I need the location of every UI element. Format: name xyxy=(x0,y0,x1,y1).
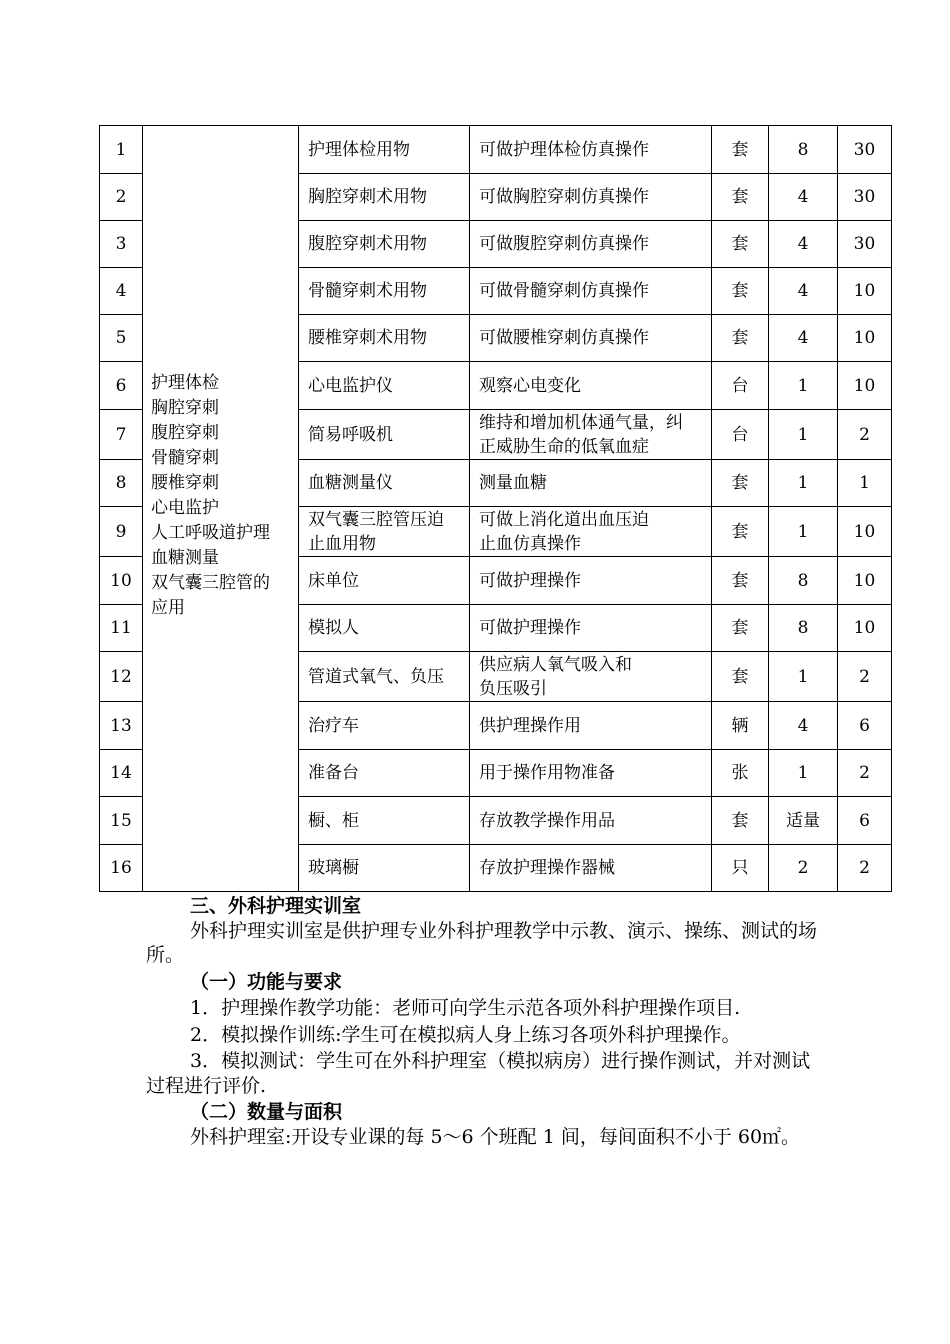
equipment-count: 30 xyxy=(838,221,892,268)
equipment-quantity: 4 xyxy=(769,268,838,315)
training-item: 心电监护 xyxy=(151,498,219,518)
equipment-count: 30 xyxy=(838,174,892,221)
equipment-name: 管道式氧气、负压 xyxy=(299,652,470,702)
equipment-count: 10 xyxy=(838,557,892,605)
equipment-use: 可做腰椎穿刺仿真操作 xyxy=(470,315,712,362)
equipment-quantity: 4 xyxy=(769,221,838,268)
equipment-name: 胸腔穿刺术用物 xyxy=(299,174,470,221)
equipment-count: 10 xyxy=(838,605,892,652)
subheading-function: （一）功能与要求 xyxy=(190,970,343,993)
table-row xyxy=(100,126,892,174)
equipment-use: 存放护理操作器械 xyxy=(470,845,712,892)
equipment-unit: 套 xyxy=(712,797,769,845)
row-number: 6 xyxy=(100,362,143,410)
equipment-count: 2 xyxy=(838,652,892,702)
section-text xyxy=(146,894,826,1151)
equipment-unit: 套 xyxy=(712,507,769,557)
equipment-name: 橱、柜 xyxy=(299,797,470,845)
equipment-use: 供应病人氧气吸入和 负压吸引 xyxy=(470,652,712,702)
equipment-table xyxy=(99,125,892,892)
equipment-count: 10 xyxy=(838,315,892,362)
training-item: 应用 xyxy=(151,598,185,618)
row-number: 9 xyxy=(100,507,143,557)
equipment-unit: 辆 xyxy=(712,702,769,750)
equipment-count: 6 xyxy=(838,702,892,750)
equipment-use: 测量血糖 xyxy=(470,460,712,507)
equipment-use: 可做护理体检仿真操作 xyxy=(470,126,712,174)
item-teaching: 1．护理操作教学功能：老师可向学生示范各项外科护理操作项目. xyxy=(190,997,741,1019)
subheading-quantity: （二）数量与面积 xyxy=(190,1101,343,1123)
equipment-count: 10 xyxy=(838,362,892,410)
equipment-quantity: 1 xyxy=(769,652,838,702)
equipment-unit: 套 xyxy=(712,315,769,362)
equipment-use: 维持和增加机体通气量，纠 正威胁生命的低氧血症 xyxy=(470,410,712,460)
equipment-name: 治疗车 xyxy=(299,702,470,750)
equipment-use: 可做护理操作 xyxy=(470,557,712,605)
row-number: 4 xyxy=(100,268,143,315)
row-number: 3 xyxy=(100,221,143,268)
equipment-name: 玻璃橱 xyxy=(299,845,470,892)
equipment-quantity: 4 xyxy=(769,315,838,362)
equipment-name: 双气囊三腔管压迫 止血用物 xyxy=(299,507,470,557)
intro-paragraph: 外科护理实训室是供护理专业外科护理教学中示教、演示、操练、测试的场所。 xyxy=(146,919,818,966)
training-item: 血糖测量 xyxy=(151,548,219,568)
training-item: 人工呼吸道护理 xyxy=(151,523,270,543)
row-number: 14 xyxy=(100,750,143,797)
training-items-cell xyxy=(143,126,299,892)
equipment-use: 观察心电变化 xyxy=(470,362,712,410)
equipment-count: 10 xyxy=(838,507,892,557)
equipment-unit: 张 xyxy=(712,750,769,797)
equipment-use: 用于操作用物准备 xyxy=(470,750,712,797)
equipment-unit: 套 xyxy=(712,126,769,174)
equipment-count: 2 xyxy=(838,845,892,892)
equipment-use: 可做护理操作 xyxy=(470,605,712,652)
equipment-count: 1 xyxy=(838,460,892,507)
row-number: 1 xyxy=(100,126,143,174)
row-number: 16 xyxy=(100,845,143,892)
equipment-quantity: 8 xyxy=(769,557,838,605)
equipment-count: 6 xyxy=(838,797,892,845)
training-item: 护理体检 xyxy=(151,373,219,393)
equipment-use: 可做骨髓穿刺仿真操作 xyxy=(470,268,712,315)
row-number: 15 xyxy=(100,797,143,845)
training-item: 胸腔穿刺 xyxy=(151,398,219,418)
equipment-quantity: 1 xyxy=(769,507,838,557)
equipment-quantity: 2 xyxy=(769,845,838,892)
area-paragraph: 外科护理室:开设专业课的每 5～6 个班配 1 间，每间面积不小于 60㎡。 xyxy=(190,1125,801,1148)
equipment-quantity: 8 xyxy=(769,126,838,174)
equipment-use: 供护理操作用 xyxy=(470,702,712,750)
equipment-quantity: 适量 xyxy=(769,797,838,845)
equipment-use: 可做腹腔穿刺仿真操作 xyxy=(470,221,712,268)
equipment-name: 床单位 xyxy=(299,557,470,605)
item-testing: 3．模拟测试：学生可在外科护理室（模拟病房）进行操作测试，并对测试过程进行评价. xyxy=(146,1050,811,1097)
equipment-table-body xyxy=(100,126,892,892)
equipment-name: 腰椎穿刺术用物 xyxy=(299,315,470,362)
row-number: 12 xyxy=(100,652,143,702)
equipment-quantity: 4 xyxy=(769,702,838,750)
row-number: 7 xyxy=(100,410,143,460)
equipment-quantity: 1 xyxy=(769,410,838,460)
equipment-name: 腹腔穿刺术用物 xyxy=(299,221,470,268)
equipment-use: 可做上消化道出血压迫 止血仿真操作 xyxy=(470,507,712,557)
equipment-name: 心电监护仪 xyxy=(299,362,470,410)
equipment-unit: 套 xyxy=(712,268,769,315)
item-training: 2．模拟操作训练:学生可在模拟病人身上练习各项外科护理操作。 xyxy=(190,1023,741,1046)
row-number: 10 xyxy=(100,557,143,605)
equipment-unit: 套 xyxy=(712,605,769,652)
equipment-quantity: 1 xyxy=(769,362,838,410)
equipment-use: 可做胸腔穿刺仿真操作 xyxy=(470,174,712,221)
equipment-count: 2 xyxy=(838,750,892,797)
equipment-unit: 套 xyxy=(712,460,769,507)
training-item: 双气囊三腔管的 xyxy=(151,573,270,593)
equipment-count: 10 xyxy=(838,268,892,315)
equipment-count: 2 xyxy=(838,410,892,460)
equipment-name: 准备台 xyxy=(299,750,470,797)
equipment-quantity: 4 xyxy=(769,174,838,221)
equipment-name: 护理体检用物 xyxy=(299,126,470,174)
equipment-use: 存放教学操作用品 xyxy=(470,797,712,845)
row-number: 2 xyxy=(100,174,143,221)
equipment-unit: 套 xyxy=(712,557,769,605)
row-number: 11 xyxy=(100,605,143,652)
row-number: 5 xyxy=(100,315,143,362)
equipment-quantity: 1 xyxy=(769,750,838,797)
equipment-unit: 台 xyxy=(712,362,769,410)
training-item: 骨髓穿刺 xyxy=(151,448,219,468)
equipment-count: 30 xyxy=(838,126,892,174)
equipment-unit: 台 xyxy=(712,410,769,460)
row-number: 8 xyxy=(100,460,143,507)
equipment-unit: 只 xyxy=(712,845,769,892)
equipment-unit: 套 xyxy=(712,221,769,268)
row-number: 13 xyxy=(100,702,143,750)
equipment-quantity: 8 xyxy=(769,605,838,652)
equipment-name: 简易呼吸机 xyxy=(299,410,470,460)
equipment-name: 骨髓穿刺术用物 xyxy=(299,268,470,315)
equipment-unit: 套 xyxy=(712,174,769,221)
training-item: 腰椎穿刺 xyxy=(151,473,219,493)
equipment-quantity: 1 xyxy=(769,460,838,507)
section-heading: 三、外科护理实训室 xyxy=(190,895,362,917)
equipment-name: 模拟人 xyxy=(299,605,470,652)
equipment-name: 血糖测量仪 xyxy=(299,460,470,507)
equipment-unit: 套 xyxy=(712,652,769,702)
training-item: 腹腔穿刺 xyxy=(151,423,219,443)
